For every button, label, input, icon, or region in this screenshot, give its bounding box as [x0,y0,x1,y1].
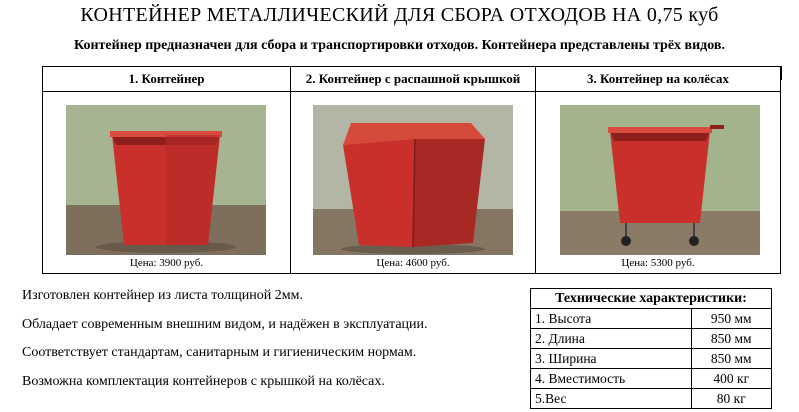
specs-row [531,329,772,349]
spec-label: 1. Высота [531,309,692,329]
product-column-3 [535,67,780,273]
spec-value: 850 мм [691,329,771,349]
feature-item: Обладает современным внешним видом, и надёжен в эксплуатации. [22,316,428,332]
spec-value: 400 кг [691,369,771,389]
specs-row [531,309,772,329]
specs-heading: Технические характеристики: [531,289,772,309]
page-title: КОНТЕЙНЕР МЕТАЛЛИЧЕСКИЙ ДЛЯ СБОРА ОТХОДОВ НА 0,75 куб [80,4,719,26]
product-price-2: Цена: 4600 руб. [376,257,450,269]
product-label-2: 2. Контейнер с распашной крышкой [291,67,535,92]
spec-value: 950 мм [691,309,771,329]
specs-row [531,389,772,409]
product-column-1 [43,67,290,273]
product-photo-3 [560,105,760,255]
specs-row [531,349,772,369]
product-price-1: Цена: 3900 руб. [129,257,204,269]
specs-row [531,369,772,389]
product-table [42,66,781,274]
edge-mark [780,66,782,80]
product-column-2 [290,67,535,273]
product-label-3: 3. Контейнер на колёсах [536,67,780,92]
product-photo-2 [313,105,513,255]
page-subtitle: Контейнер предназначен для сбора и транспортировки отходов. Контейнера представлены трёх видов. [74,38,725,53]
spec-label: 2. Длина [531,329,692,349]
feature-item: Соответствует стандартам, санитарным и гигиеническим нормам. [22,345,417,360]
feature-list [22,288,502,402]
spec-label: 5.Вес [531,389,692,409]
spec-value: 850 мм [691,349,771,369]
spec-value: 80 кг [691,389,771,409]
feature-item: Возможна комплектация контейнеров с крышкой на колёсах. [22,373,385,389]
spec-label: 4. Вместимость [531,369,692,389]
product-label-1: 1. Контейнер [43,67,290,92]
product-price-3: Цена: 5300 руб. [621,257,695,269]
spec-label: 3. Ширина [531,349,692,369]
product-photo-1 [66,105,266,255]
specs-table [530,288,772,409]
feature-item: Изготовлен контейнер из листа толщиной 2мм. [22,288,303,303]
